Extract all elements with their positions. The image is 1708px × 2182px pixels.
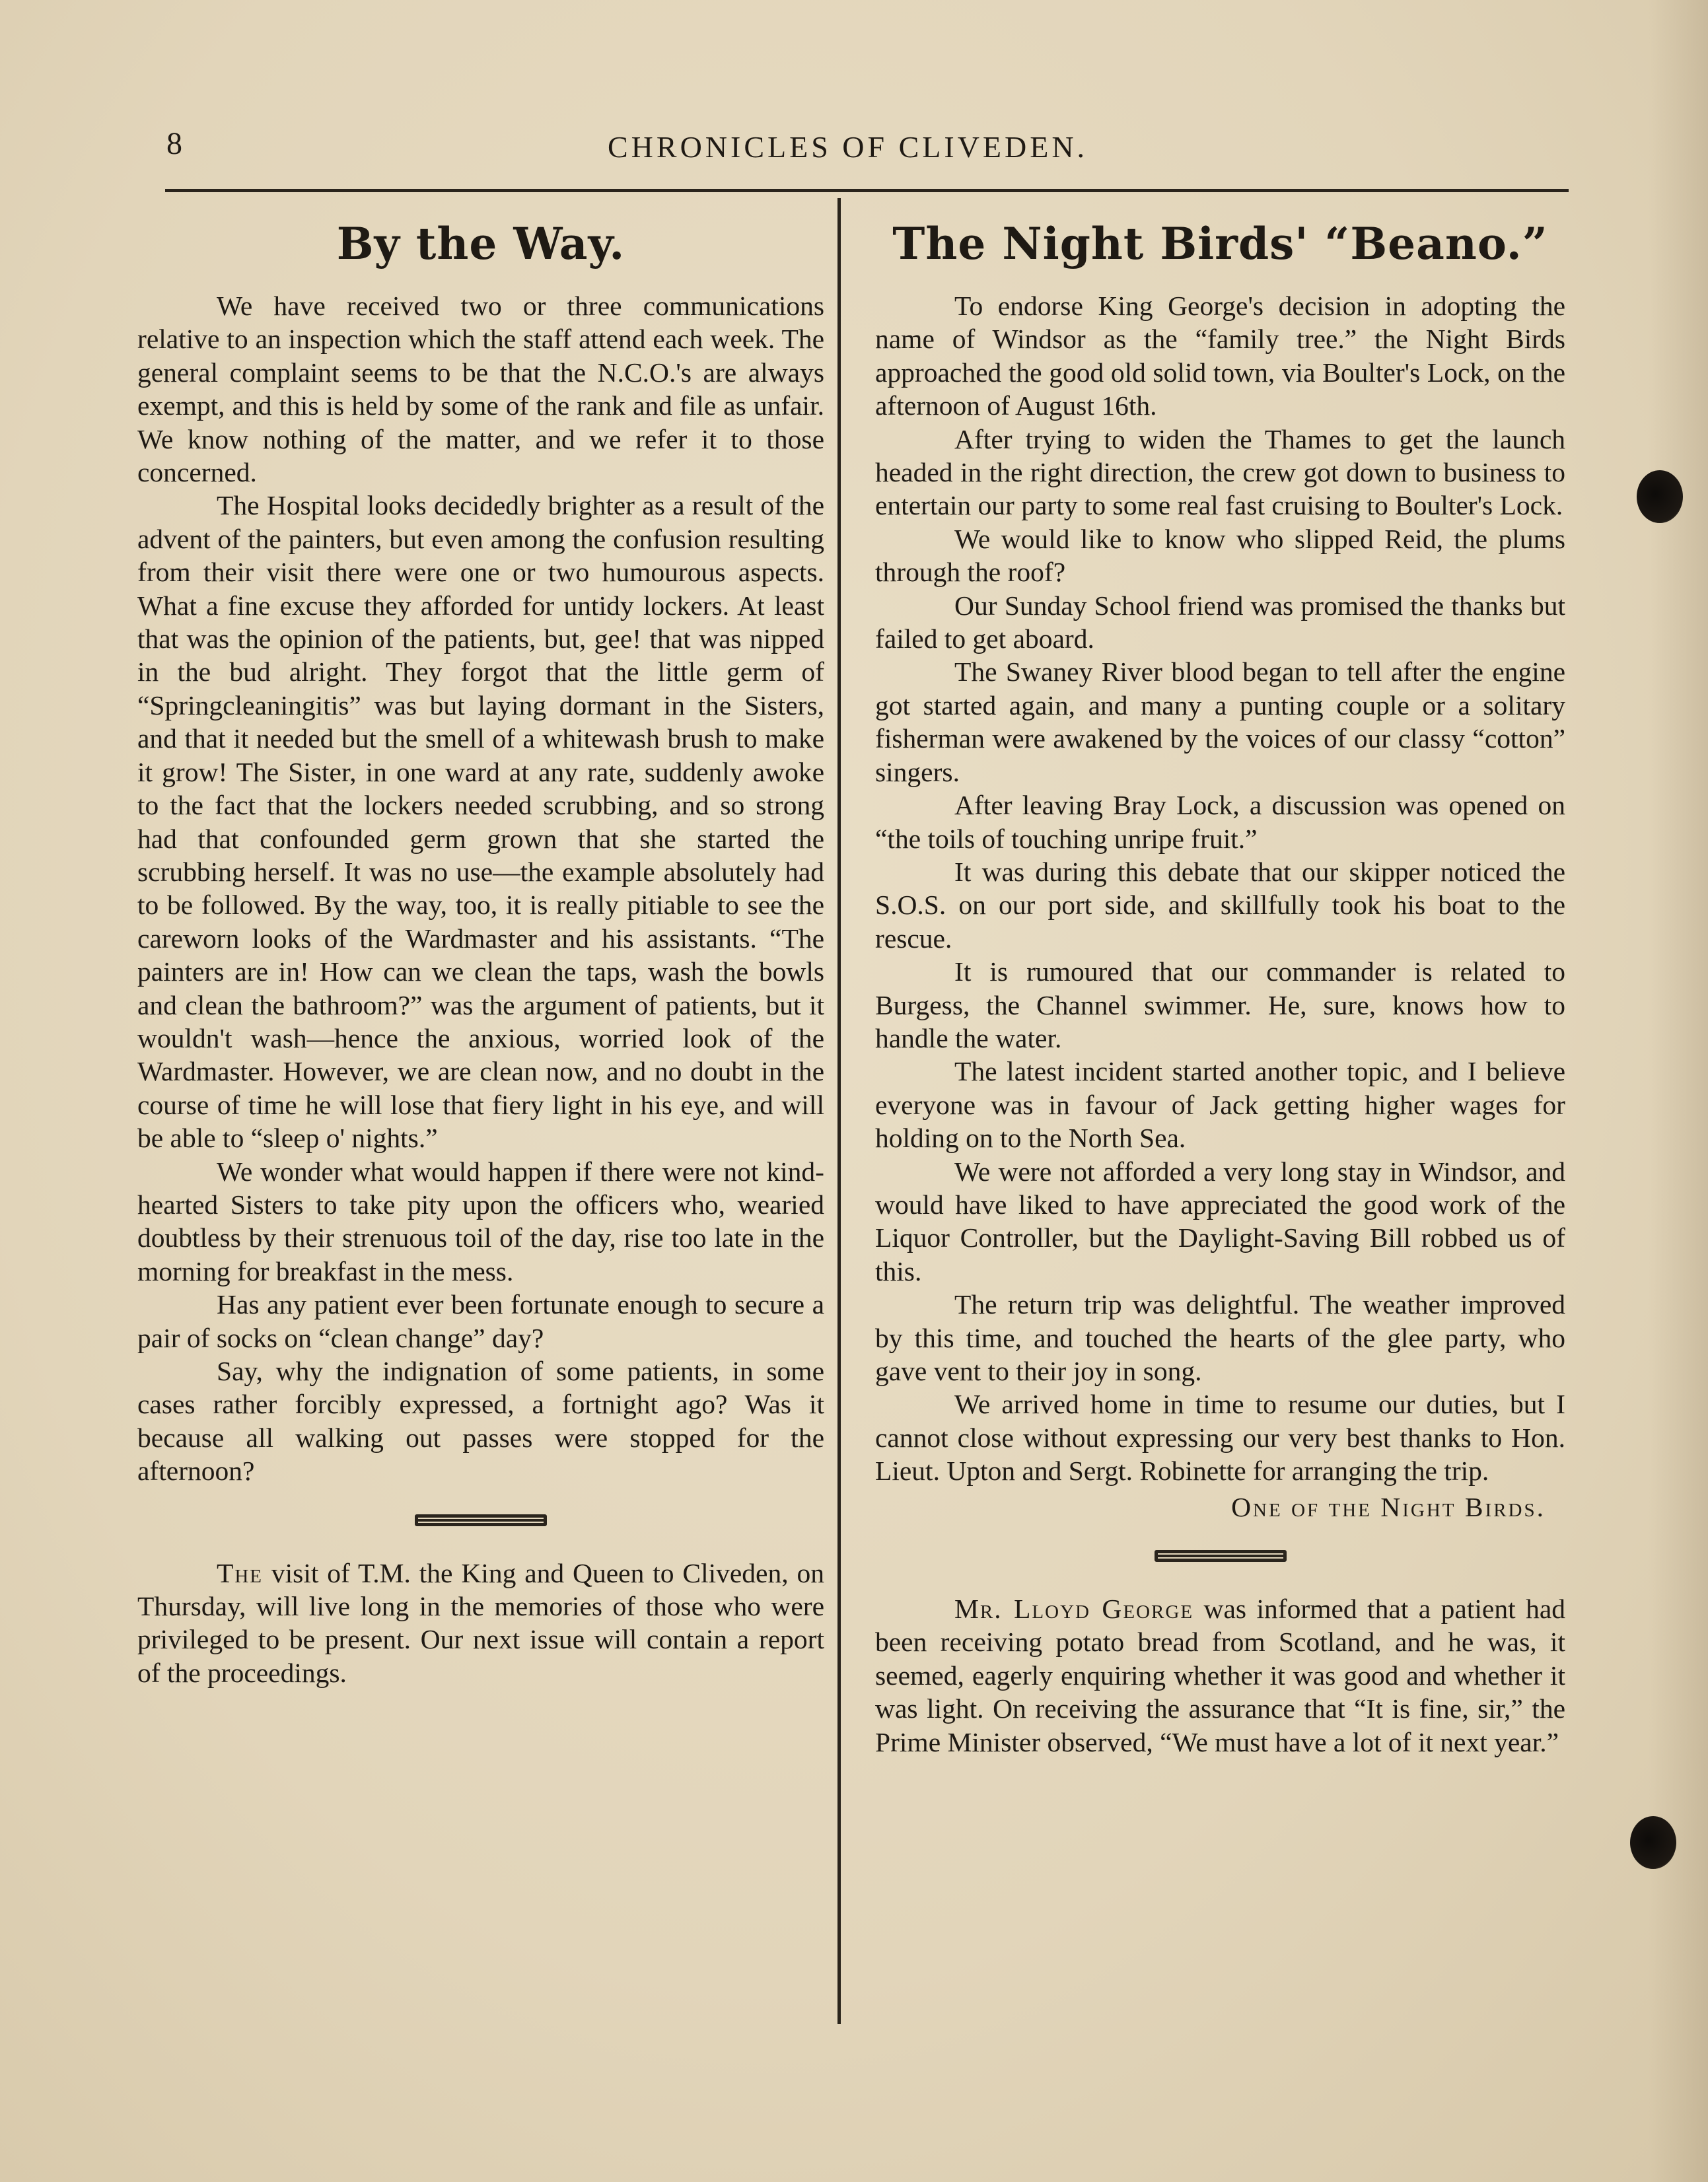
- royal-visit-paragraph: [137, 1557, 824, 1690]
- paragraph: The Hospital looks decidedly brighter as a result of the advent of the painters, but even among the confusion resulting from their visit there were one or two humourous aspects. What a fine excuse they afforded for untidy lockers. At least that was the opinion of the patients, but, gee! that was nipped in the bud alright. They forgot that the little germ of “Springcleaningitis” was but laying dormant in the Sisters, and that it needed but the smell of a whitewash brush to make it grow! The Sister, in one ward at any rate, suddenly awoke to the fact that the lockers needed scrubbing, and so strong had that confounded germ grown that she started the scrubbing herself. It was no use—the example absolutely had to be followed. By the way, too, it is really pitiable to see the careworn looks of the Wardmaster and his assistants. “The painters are in! How can we clean the taps, wash the bowls and clean the bathroom?” was the argument of patients, but it wouldn't wash—hence the anxious, worried look of the Wardmaster. However, we are clean now, and no doubt in the course of time he will lose that fiery light in his eye, and will be able to “sleep o' nights.”: [137, 490, 824, 1154]
- paragraph: It is rumoured that our commander is related to Burgess, the Channel swimmer. He, sure, knows how to handle the water.: [875, 956, 1565, 1053]
- paragraph: The return trip was delightful. The weather improved by this time, and touched the hearts of the glee party, who gave vent to their joy in song.: [875, 1289, 1565, 1386]
- running-title: CHRONICLES OF CLIVEDEN.: [608, 130, 1088, 164]
- binding-hole: [1630, 1816, 1676, 1869]
- section-ornament: [415, 1514, 547, 1526]
- paragraph: To endorse King George's decision in adopting the name of Windsor as the “family tree.” the Night Birds approached the good old solid town, via Boulter's Lock, on the afternoon of August 16th.: [875, 291, 1565, 421]
- paragraph: The latest incident started another topic, and I believe everyone was in favour of Jack getting higher wages for holding on to the North Sea.: [875, 1056, 1565, 1154]
- section-ornament: [1155, 1550, 1287, 1562]
- right-column: [875, 198, 1565, 1759]
- paragraph: We have received two or three communications relative to an inspection which the staff attend each week. The general complaint seems to be that the N.C.O.'s are always exempt, and this is held by some of the rank and file as unfair. We know nothing of the matter, and we refer it to those concerned.: [137, 291, 824, 488]
- paragraph: We were not afforded a very long stay in Windsor, and would have liked to have appreciated the good work of the Liquor Controller, but the Daylight-Saving Bill robbed us of this.: [875, 1156, 1565, 1286]
- left-column: [137, 198, 824, 1689]
- page-number: 8: [166, 126, 184, 161]
- lead-word: The: [217, 1557, 264, 1588]
- lloyd-george-paragraph: [875, 1592, 1565, 1759]
- column-divider: [837, 198, 841, 2024]
- paragraph: We wonder what would happen if there were not kind-hearted Sisters to take pity upon the officers who, wearied doubtless by their strenuous toil of the day, rise too late in the morning for breakfast in the mess.: [137, 1156, 824, 1286]
- header-rule: [165, 189, 1569, 192]
- article-title-by-the-way: By the Way.: [336, 218, 625, 269]
- binding-hole: [1637, 470, 1683, 523]
- paragraph: After trying to widen the Thames to get the launch headed in the right direction, the crew got down to business to entertain our party to some real fast cruising to Boulter's Lock.: [875, 423, 1565, 521]
- article-title-night-birds-beano: The Night Birds' “Beano.”: [892, 218, 1548, 269]
- paragraph: It was during this debate that our skipper noticed the S.O.S. on our port side, and skillfully took his boat to the rescue.: [875, 856, 1565, 954]
- paragraph: Say, why the indignation of some patients, in some cases rather forcibly expressed, a fortnight ago? Was it because all walking out passes were stopped for the afternoon?: [137, 1356, 824, 1487]
- paragraph: The Swaney River blood began to tell after the engine got started again, and many a punting couple or a solitary fisherman were awakened by the voices of our classy “cotton” singers.: [875, 656, 1565, 787]
- article-signature: One of the Night Birds.: [1231, 1491, 1546, 1522]
- paragraph: Has any patient ever been fortunate enough to secure a pair of socks on “clean change” day?: [137, 1289, 824, 1353]
- paragraph-text: visit of T.M. the King and Queen to Cliveden, on Thursday, will live long in the memories of those who were privileged to be present. Our next issue will contain a report of the proceedings.: [137, 1557, 824, 1688]
- paragraph: We arrived home in time to resume our duties, but I cannot close without expressing our very best thanks to Hon. Lieut. Upton and Sergt. Robinette for arranging the trip.: [875, 1389, 1565, 1487]
- paragraph: Our Sunday School friend was promised the thanks but failed to get aboard.: [875, 590, 1565, 654]
- paragraph: We would like to know who slipped Reid, the plums through the roof?: [875, 523, 1565, 588]
- lead-word: Mr. Lloyd George: [954, 1594, 1194, 1625]
- paragraph: After leaving Bray Lock, a discussion was opened on “the toils of touching unripe fruit.”: [875, 790, 1565, 854]
- paragraph-text: was informed that a patient had been receiving potato bread from Scotland, and he was, it seemed, eagerly enquiring whether it was good and whether it was light. On receiving the assurance that “It is fine, sir,” the Prime Minister observed, “We must have a lot of it next year.”: [875, 1594, 1565, 1757]
